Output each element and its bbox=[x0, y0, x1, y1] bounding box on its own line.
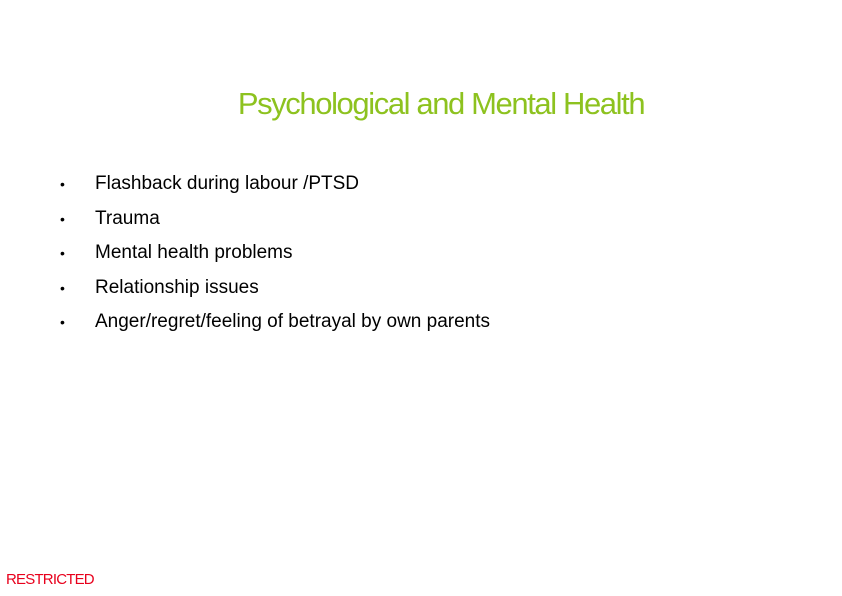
bullet-icon: • bbox=[60, 210, 65, 227]
list-item bbox=[60, 236, 800, 271]
list-item bbox=[60, 305, 800, 340]
bullet-icon: • bbox=[60, 176, 65, 192]
list-item bbox=[60, 202, 800, 237]
classification-label: RESTRICTED bbox=[6, 571, 94, 588]
bullet-list bbox=[60, 167, 800, 340]
bullet-text: Trauma bbox=[95, 207, 160, 229]
bullet-text: Mental health problems bbox=[95, 242, 293, 263]
list-item bbox=[60, 271, 800, 306]
list-item bbox=[60, 167, 800, 202]
bullet-icon: • bbox=[60, 314, 65, 330]
bullet-text: Flashback during labour /PTSD bbox=[95, 173, 360, 194]
bullet-icon: • bbox=[60, 245, 65, 261]
slide-title: Psychological and Mental Health bbox=[237, 86, 645, 121]
bullet-text: Anger/regret/feeling of betrayal by own parents bbox=[95, 311, 491, 332]
bullet-icon: • bbox=[60, 279, 65, 296]
bullet-text: Relationship issues bbox=[95, 276, 259, 298]
